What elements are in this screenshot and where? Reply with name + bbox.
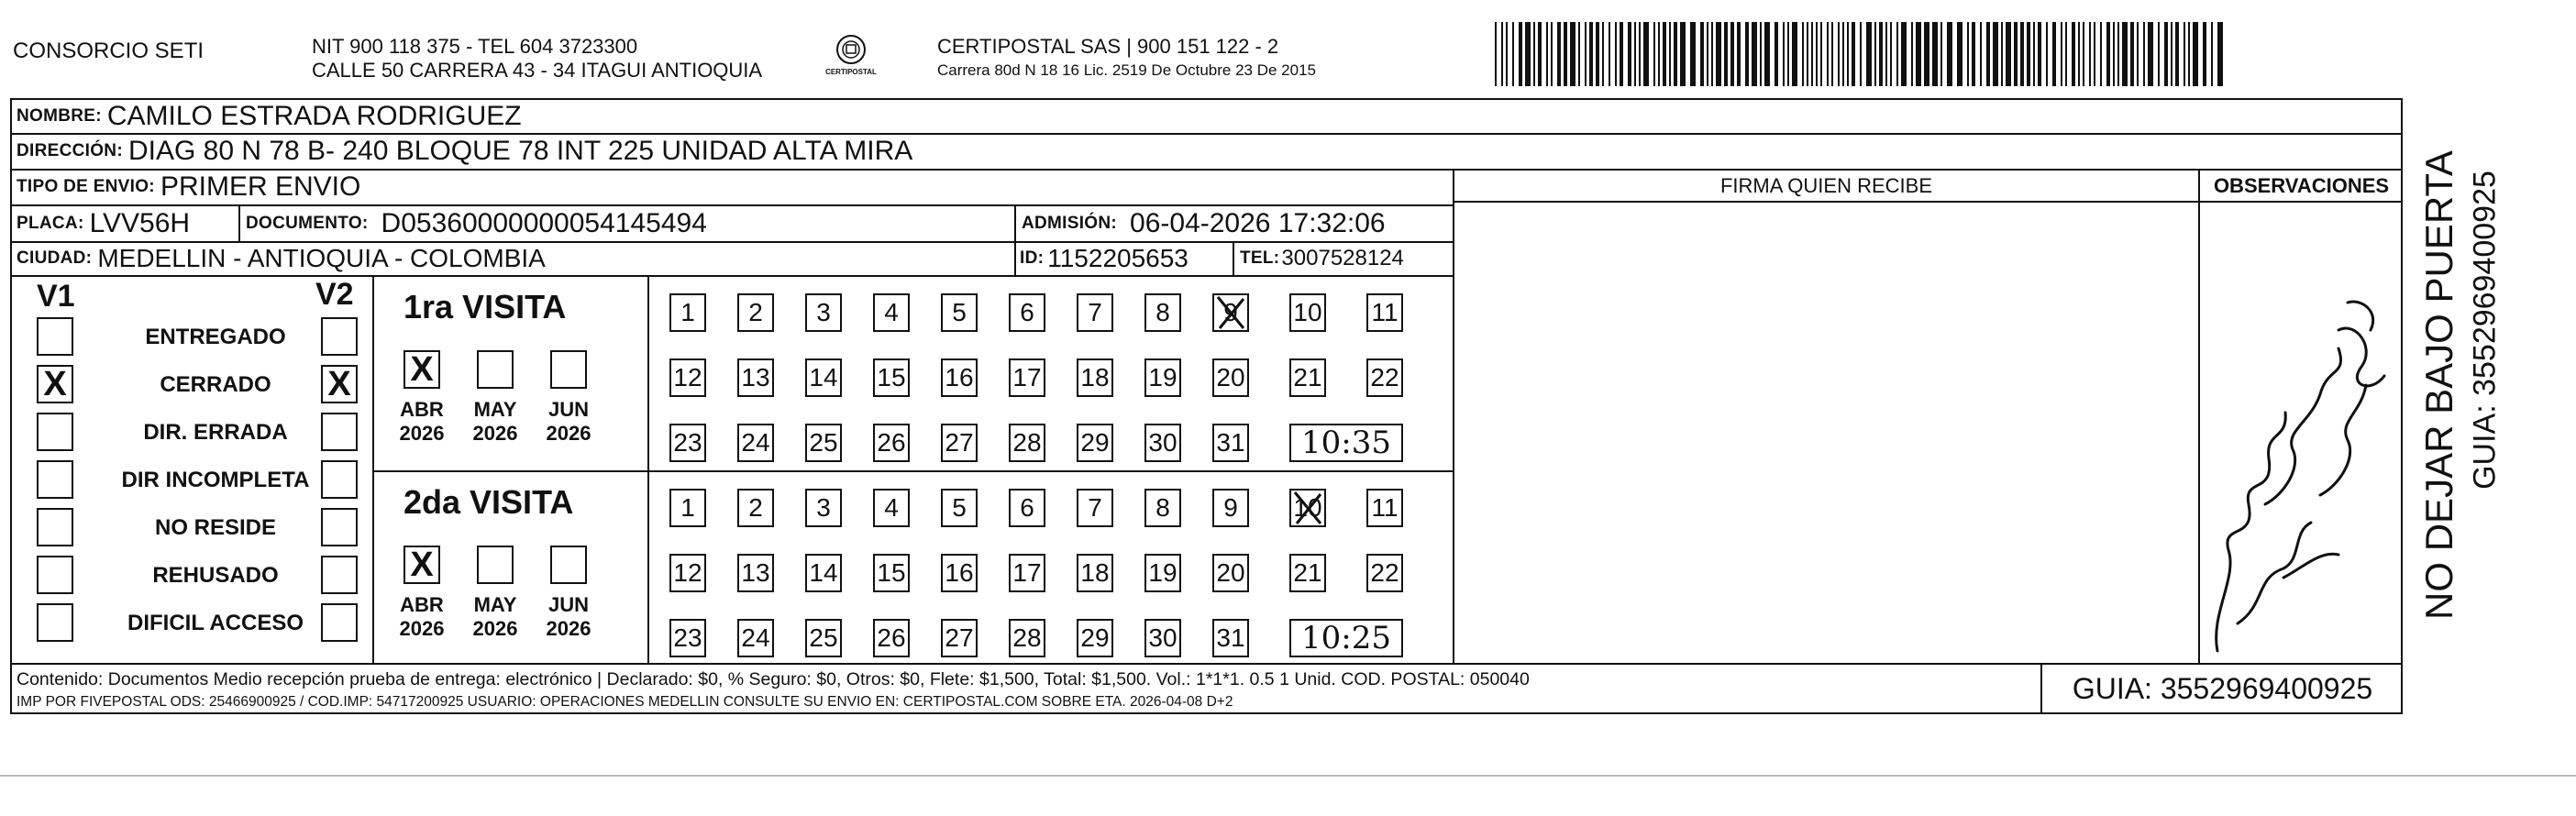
barcode-bar: [1570, 22, 1575, 86]
tipo-value: PRIMER ENVIO: [160, 171, 361, 202]
day-box[interactable]: 10: [1289, 293, 1326, 332]
barcode-bar: [2078, 22, 2080, 86]
day-box[interactable]: 26: [873, 619, 910, 657]
barcode-bar: [1711, 22, 1713, 86]
barcode-bar: [1932, 22, 1938, 86]
barcode-bar: [2158, 22, 2160, 86]
barcode-bar: [1847, 22, 1849, 86]
barcode-bar: [1538, 22, 1542, 86]
barcode-bar: [1874, 22, 1876, 86]
day-box[interactable]: 31: [1212, 619, 1249, 657]
barcode-bar: [1831, 22, 1833, 86]
status-v2-checkbox[interactable]: [321, 317, 358, 356]
day-box[interactable]: 25: [805, 424, 842, 462]
barcode-bar: [1783, 22, 1785, 86]
month-year: 2026: [546, 617, 591, 640]
barcode-bar: [1957, 22, 1962, 86]
barcode-bar: [1589, 22, 1593, 86]
day-box[interactable]: 2: [737, 293, 774, 332]
tel-value: 3007528124: [1281, 246, 1404, 270]
barcode-bar: [2100, 22, 2102, 86]
month-name: MAY: [473, 593, 517, 616]
documento-label: DOCUMENTO:: [246, 213, 369, 233]
month-checkbox[interactable]: [550, 350, 587, 389]
status-label: CERRADO: [160, 372, 271, 397]
barcode-bar: [1890, 22, 1892, 86]
day-box[interactable]: 24: [737, 424, 774, 462]
month-name: ABR: [400, 593, 444, 616]
barcode-bar: [1967, 22, 1969, 86]
barcode-bar: [2175, 22, 2179, 86]
day-box[interactable]: 1: [669, 293, 706, 332]
day-box[interactable]: 3: [805, 293, 842, 332]
placa-cell: [17, 205, 190, 241]
v2-label: V2: [315, 277, 354, 312]
day-box[interactable]: 27: [941, 619, 978, 657]
day-box[interactable]: 21: [1289, 554, 1326, 592]
barcode-bar: [2089, 22, 2091, 86]
certipostal-line: CERTIPOSTAL SAS | 900 151 122 - 2: [937, 35, 1279, 58]
day-box[interactable]: 5: [941, 489, 978, 527]
status-v1-checkbox[interactable]: [37, 508, 73, 546]
day-box[interactable]: 13: [737, 554, 774, 592]
visit-time[interactable]: 10:25: [1289, 619, 1403, 657]
barcode-bar: [2094, 22, 2095, 86]
barcode-bar: [1512, 22, 1514, 86]
barcode-bar: [1852, 22, 1855, 86]
barcode-bar: [1860, 22, 1862, 86]
barcode-bar: [2184, 22, 2185, 86]
visit-title: 2da VISITA: [404, 483, 574, 521]
day-box[interactable]: 16: [941, 554, 978, 592]
month-checkbox[interactable]: [477, 350, 514, 389]
barcode-bar: [1827, 22, 1829, 86]
barcode-bar: [1615, 22, 1617, 86]
license-line: Carrera 80d N 18 16 Lic. 2519 De Octubre 23 De 2015: [937, 61, 1316, 79]
day-box[interactable]: 31: [1212, 424, 1249, 462]
day-box[interactable]: 26: [873, 424, 910, 462]
guia-footer: GUIA: 3552969400925: [2072, 672, 2373, 705]
barcode-bar: [1495, 22, 1497, 86]
barcode-bar: [1879, 22, 1883, 86]
day-box[interactable]: 30: [1144, 619, 1181, 657]
barcode-bar: [1533, 22, 1535, 86]
contenido-line: Contenido: Documentos Medio recepción prueba de entrega: electrónico | Declarado: $0, % Seguro: $0, Otros: $0, Flete: $1,500, Total: $1,500. Vol.: 1*1*1. 0.5 1 Unid. COD. POSTAL: 050040: [17, 669, 1530, 689]
direccion-value: DIAG 80 N 78 B- 240 BLOQUE 78 INT 225 UNIDAD ALTA MIRA: [127, 136, 913, 166]
barcode-bar: [1519, 22, 1522, 86]
barcode-bar: [1820, 22, 1822, 86]
barcode-bar: [1501, 22, 1503, 86]
barcode-bar: [1653, 22, 1655, 86]
barcode-bar: [1802, 22, 1804, 86]
barcode-bar: [1901, 22, 1907, 86]
day-box[interactable]: 19: [1144, 554, 1181, 592]
day-box[interactable]: 7: [1077, 489, 1113, 527]
status-v2-checkbox[interactable]: [321, 603, 358, 642]
barcode-bar: [1724, 22, 1728, 86]
month-checkbox[interactable]: X: [404, 546, 440, 584]
observaciones-header: OBSERVACIONES: [2213, 174, 2390, 197]
month-checkbox[interactable]: [477, 546, 514, 584]
day-box[interactable]: 8: [1144, 489, 1181, 527]
barcode-bar: [1947, 22, 1952, 86]
barcode-bar: [1639, 22, 1641, 86]
day-box[interactable]: 7: [1077, 293, 1113, 332]
status-label: DIR. ERRADA: [143, 420, 288, 445]
barcode-bar: [1609, 22, 1610, 86]
status-label: NO RESIDE: [154, 515, 277, 540]
month-name: MAY: [473, 398, 517, 421]
barcode-bar: [2046, 22, 2048, 86]
admision-value: 06-04-2026 17:32:06: [1130, 207, 1386, 238]
visit-time[interactable]: 10:35: [1289, 424, 1403, 462]
day-box[interactable]: 2: [737, 489, 774, 527]
barcode-bar: [2038, 22, 2041, 86]
status-v2-checkbox[interactable]: X: [321, 365, 358, 403]
barcode-bar: [2083, 22, 2084, 86]
barcode-bar: [2143, 22, 2145, 86]
barcode-bar: [1551, 22, 1553, 86]
day-box[interactable]: 11: [1366, 489, 1403, 527]
day-box[interactable]: 22: [1366, 358, 1403, 397]
barcode-bar: [1596, 22, 1599, 86]
month-year: 2026: [472, 617, 518, 640]
day-box[interactable]: 14: [805, 358, 842, 397]
barcode-bar: [1980, 22, 1982, 86]
barcode-bar: [1658, 22, 1660, 86]
barcode-image: [1495, 22, 2225, 86]
barcode-bar: [2006, 22, 2011, 86]
ciudad-cell: [17, 242, 546, 275]
barcode-bar: [1663, 22, 1666, 86]
day-box[interactable]: 14: [805, 554, 842, 592]
barcode-bar: [2052, 22, 2056, 86]
barcode-bar: [1807, 22, 1808, 86]
month-name: JUN: [547, 398, 589, 421]
day-box[interactable]: 6: [1009, 293, 1045, 332]
status-v2-checkbox[interactable]: [321, 413, 358, 451]
barcode-bar: [1669, 22, 1671, 86]
barcode-bar: [2164, 22, 2168, 86]
barcode-bar: [1866, 22, 1872, 86]
day-box[interactable]: 11: [1366, 293, 1403, 332]
barcode-bar: [1745, 22, 1749, 86]
month-year: 2026: [472, 422, 518, 445]
barcode-bar: [2188, 22, 2190, 86]
barcode-bar: [2203, 22, 2206, 86]
barcode-bar: [1546, 22, 1548, 86]
ciudad-label: CIUDAD:: [17, 248, 93, 268]
status-v1-checkbox[interactable]: [37, 413, 73, 451]
barcode-bar: [1787, 22, 1789, 86]
barcode-bar: [2014, 22, 2018, 86]
barcode-bar: [2106, 22, 2110, 86]
day-box[interactable]: 20: [1212, 554, 1249, 592]
barcode-bar: [1774, 22, 1778, 86]
barcode-bar: [2020, 22, 2024, 86]
barcode-bar: [1643, 22, 1649, 86]
address-line: CALLE 50 CARRERA 43 - 34 ITAGUI ANTIOQUIA: [312, 59, 763, 82]
tel-cell: [1240, 242, 1404, 275]
day-box[interactable]: 12: [669, 554, 706, 592]
day-box[interactable]: 8: [1144, 293, 1181, 332]
barcode-bar: [1506, 22, 1508, 86]
barcode-bar: [1737, 22, 1741, 86]
barcode-bar: [2148, 22, 2153, 86]
tipo-row: [17, 170, 360, 204]
barcode-bar: [1792, 22, 1797, 86]
barcode-bar: [1700, 22, 1704, 86]
tipo-label: TIPO DE ENVIO:: [17, 177, 155, 196]
day-box[interactable]: 20: [1212, 358, 1249, 397]
logo-caption: CERTIPOSTAL: [825, 68, 877, 76]
day-box[interactable]: 10: [1289, 489, 1326, 527]
status-v1-checkbox[interactable]: [37, 556, 73, 594]
barcode-bar: [1752, 22, 1757, 86]
imp-line: IMP POR FIVEPOSTAL ODS: 25466900925 / COD.IMP: 54717200925 USUARIO: OPERACIONES MEDELLIN CONSULTE SU ENVIO EN: CERTIPOSTAL.COM SOBRE ETA. 2026-04-08 D+2: [17, 694, 1233, 710]
barcode-bar: [1816, 22, 1818, 86]
barcode-bar: [2117, 22, 2119, 86]
barcode-bar: [1972, 22, 1975, 86]
day-box[interactable]: 27: [941, 424, 978, 462]
status-v1-checkbox[interactable]: [37, 603, 73, 642]
day-box[interactable]: 17: [1009, 358, 1045, 397]
admision-label: ADMISIÓN:: [1022, 213, 1118, 233]
barcode-bar: [2193, 22, 2198, 86]
day-box[interactable]: 24: [737, 619, 774, 657]
status-v2-checkbox[interactable]: [321, 460, 358, 499]
barcode-bar: [1940, 22, 1942, 86]
status-label: REHUSADO: [152, 563, 279, 588]
month-name: ABR: [400, 398, 444, 421]
barcode-bar: [1811, 22, 1813, 86]
day-box[interactable]: 6: [1009, 489, 1045, 527]
barcode-bar: [1986, 22, 1990, 86]
tel-label: TEL:: [1240, 248, 1280, 268]
barcode-bar: [1924, 22, 1929, 86]
day-box[interactable]: 4: [873, 293, 910, 332]
placa-label: PLACA:: [17, 213, 84, 233]
day-box[interactable]: 18: [1077, 358, 1113, 397]
admision-cell: [1022, 205, 1386, 241]
barcode-bar: [2001, 22, 2003, 86]
month-name: JUN: [547, 593, 589, 616]
page-bottom-rule: [0, 775, 2576, 777]
barcode-bar: [2122, 22, 2128, 86]
barcode-bar: [1690, 22, 1696, 86]
barcode-bar: [1916, 22, 1921, 86]
day-box[interactable]: 9: [1212, 489, 1249, 527]
day-box[interactable]: 18: [1077, 554, 1113, 592]
barcode-bar: [1585, 22, 1587, 86]
month-checkbox[interactable]: [550, 546, 587, 584]
barcode-bar: [1707, 22, 1708, 86]
status-v2-checkbox[interactable]: [321, 556, 358, 594]
barcode-bar: [1578, 22, 1580, 86]
id-value: 1152205653: [1047, 244, 1188, 272]
barcode-bar: [2137, 22, 2139, 86]
barcode-bar: [1564, 22, 1567, 86]
day-box[interactable]: 29: [1077, 424, 1113, 462]
day-box[interactable]: 28: [1009, 424, 1045, 462]
v1-label: V1: [37, 279, 75, 314]
id-cell: [1020, 242, 1188, 275]
barcode-bar: [1838, 22, 1840, 86]
day-box[interactable]: 16: [941, 358, 978, 397]
day-box[interactable]: 12: [669, 358, 706, 397]
barcode-bar: [2217, 22, 2223, 86]
barcode-bar: [1993, 22, 1998, 86]
placa-value: LVV56H: [89, 207, 191, 238]
barcode-bar: [1674, 22, 1677, 86]
status-label: DIFICIL ACCESO: [127, 611, 304, 635]
day-box[interactable]: 17: [1009, 554, 1045, 592]
barcode-bar: [1764, 22, 1770, 86]
barcode-bar: [2033, 22, 2035, 86]
nombre-label: NOMBRE:: [17, 105, 102, 126]
month-year: 2026: [399, 617, 445, 640]
month-year: 2026: [399, 422, 445, 445]
documento-value: D05360000000054145494: [381, 207, 707, 238]
documento-cell: [246, 205, 707, 241]
barcode-bar: [1602, 22, 1604, 86]
barcode: [1495, 22, 2225, 86]
barcode-bar: [1885, 22, 1887, 86]
status-v1-checkbox[interactable]: [37, 460, 73, 499]
direccion-row: [17, 134, 912, 169]
company-name: CONSORCIO SETI: [13, 39, 205, 63]
barcode-bar: [1620, 22, 1623, 86]
status-label: DIR INCOMPLETA: [121, 468, 310, 492]
barcode-bar: [2211, 22, 2213, 86]
barcode-bar: [1730, 22, 1734, 86]
visit-title: 1ra VISITA: [404, 288, 567, 325]
barcode-bar: [2171, 22, 2172, 86]
nombre-value: CAMILO ESTRADA RODRIGUEZ: [106, 100, 522, 131]
barcode-bar: [2072, 22, 2075, 86]
day-box[interactable]: 21: [1289, 358, 1326, 397]
barcode-bar: [1628, 22, 1631, 86]
day-mark-icon: [1212, 293, 1249, 332]
day-box[interactable]: 9: [1212, 293, 1249, 332]
barcode-bar: [2113, 22, 2115, 86]
barcode-bar: [1557, 22, 1561, 86]
day-box[interactable]: 22: [1366, 554, 1403, 592]
day-box[interactable]: 23: [669, 424, 706, 462]
day-box[interactable]: 29: [1077, 619, 1113, 657]
id-label: ID:: [1020, 248, 1045, 268]
barcode-bar: [2130, 22, 2134, 86]
nit-line: NIT 900 118 375 - TEL 604 3723300: [312, 35, 638, 58]
status-v2-checkbox[interactable]: [321, 508, 358, 546]
barcode-bar: [2061, 22, 2062, 86]
day-box[interactable]: 3: [805, 489, 842, 527]
barcode-bar: [1842, 22, 1844, 86]
ciudad-value: MEDELLIN - ANTIOQUIA - COLOMBIA: [97, 244, 546, 272]
barcode-bar: [1634, 22, 1636, 86]
direccion-label: DIRECCIÓN:: [17, 141, 123, 160]
day-box[interactable]: 1: [669, 489, 706, 527]
day-box[interactable]: 4: [873, 489, 910, 527]
day-box[interactable]: 13: [737, 358, 774, 397]
day-mark-icon: [1289, 489, 1326, 527]
barcode-bar: [2065, 22, 2067, 86]
day-box[interactable]: 23: [669, 619, 706, 657]
barcode-bar: [1911, 22, 1913, 86]
no-dejar-label: NO DEJAR BAJO PUERTA: [2417, 150, 2460, 620]
month-checkbox[interactable]: X: [404, 350, 440, 389]
signature-scribble: [2201, 275, 2401, 660]
month-year: 2026: [546, 422, 591, 445]
barcode-bar: [2027, 22, 2030, 86]
barcode-bar: [1896, 22, 1898, 86]
certipostal-logo: [822, 33, 880, 79]
status-v1-checkbox[interactable]: [37, 317, 73, 356]
handwritten-signature: [2201, 275, 2401, 660]
day-box[interactable]: 28: [1009, 619, 1045, 657]
nombre-row: [17, 99, 522, 133]
day-box[interactable]: 15: [873, 358, 910, 397]
status-v1-checkbox[interactable]: X: [37, 365, 73, 403]
barcode-bar: [1760, 22, 1762, 86]
barcode-bar: [1716, 22, 1721, 86]
day-box[interactable]: 15: [873, 554, 910, 592]
day-box[interactable]: 25: [805, 619, 842, 657]
barcode-bar: [1525, 22, 1531, 86]
status-label: ENTREGADO: [145, 325, 286, 349]
barcode-bar: [1680, 22, 1686, 86]
side-guia-label: GUIA: 3552969400925: [2467, 171, 2503, 490]
firma-header: FIRMA QUIEN RECIBE: [1719, 174, 1933, 197]
day-box[interactable]: 5: [941, 293, 978, 332]
day-box[interactable]: 19: [1144, 358, 1181, 397]
day-box[interactable]: 30: [1144, 424, 1181, 462]
